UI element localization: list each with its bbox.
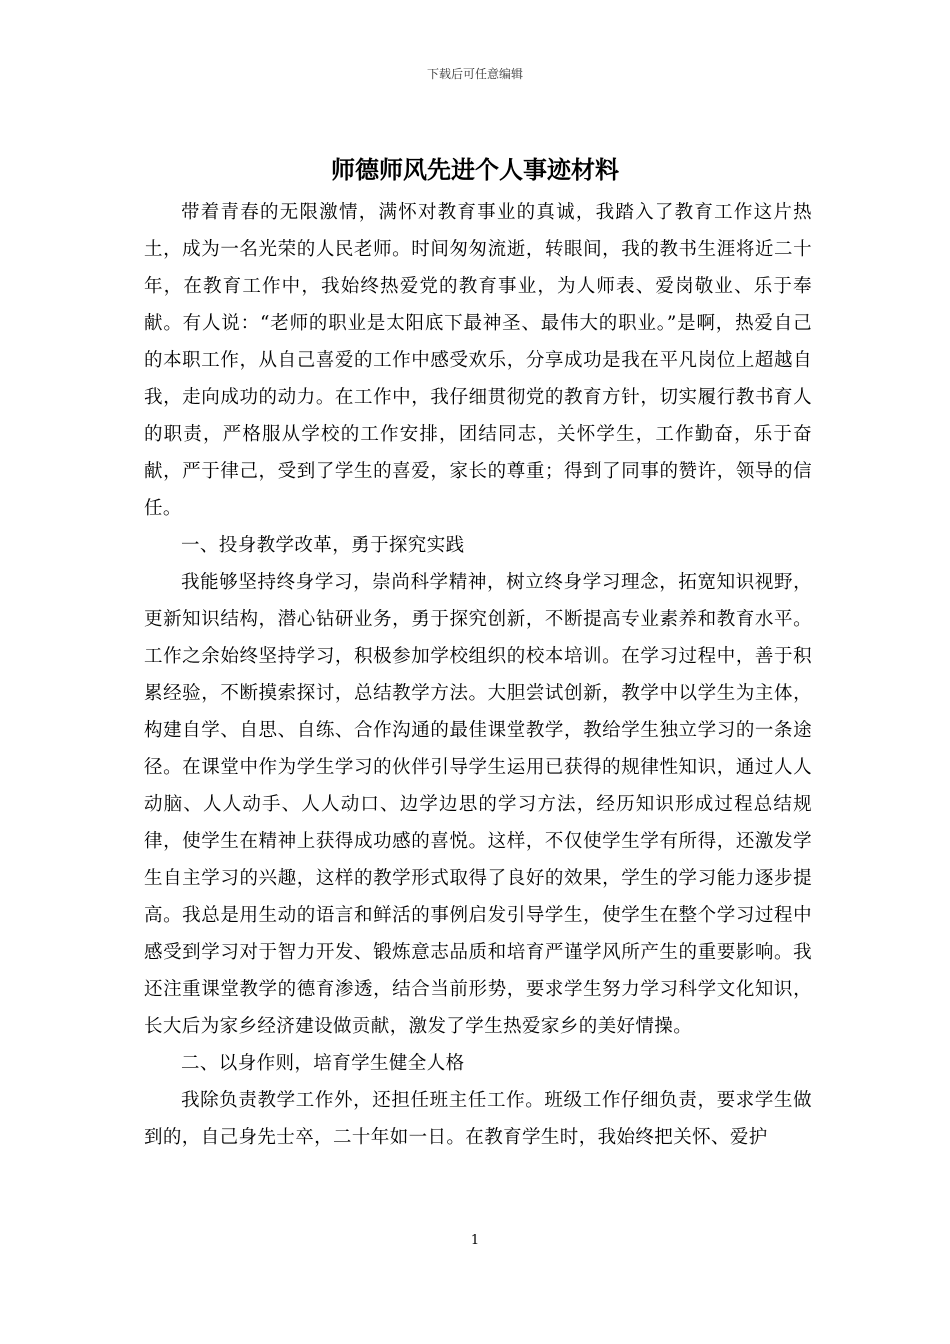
page-number: 1 bbox=[470, 1233, 480, 1248]
section-paragraph-1: 我能够坚持终身学习，崇尚科学精神，树立终身学习理念，拓宽知识视野，更新知识结构，潜心钻研业务，勇于探究创新，不断提高专业素养和教育水平。工作之余始终坚持学习，积极参加学校组织的校本培训。在学习过程中，善于积累经验，不断摸索探讨，总结教学方法。大胆尝试创新，教学中以学生为主体，构建自学、自思、自练、合作沟通的最佳课堂教学，教给学生独立学习的一条途径。在课堂中作为学生学习的伙伴引导学生运用已获得的规律性知识，通过人人动脑、人人动手、人人动口、边学边思的学习方法，经历知识形成过程总结规律，使学生在精神上获得成功感的喜悦。这样，不仅使学生学有所得，还激发学生自主学习的兴趣，这样的教学形式取得了良好的效果，学生的学习能力逐步提高。我总是用生动的语言和鲜活的事例启发引导学生，使学生在整个学习过程中感受到学习对于智力开发、锻炼意志品质和培育严谨学风所产生的重要影响。我还注重课堂教学的德育渗透，结合当前形势，要求学生努力学习科学文化知识，长大后为家乡经济建设做贡献，激发了学生热爱家乡的美好情操。 bbox=[144, 572, 812, 1037]
header-note: 下载后可任意编辑 bbox=[426, 67, 523, 81]
document-body bbox=[144, 194, 812, 1156]
intro-paragraph: 带着青春的无限激情，满怀对教育事业的真诚，我踏入了教育工作这片热土，成为一名光荣的人民老师。时间匆匆流逝，转眼间，我的教书生涯将近二十年，在教育工作中，我始终热爱党的教育事业，为人师表、爱岗敬业、乐于奉献。有人说：“老师的职业是太阳底下最神圣、最伟大的职业。”是啊，热爱自己的本职工作，从自己喜爱的工作中感受欢乐，分享成功是我在平凡岗位上超越自我，走向成功的动力。在工作中，我仔细贯彻党的教育方针，切实履行教书育人的职责，严格服从学校的工作安排，团结同志，关怀学生，工作勤奋，乐于奋献，严于律己，受到了学生的喜爱，家长的尊重；得到了同事的赞许，领导的信任。 bbox=[144, 202, 812, 519]
section-heading-1: 一、投身教学改革，勇于探究实践 bbox=[181, 535, 465, 556]
document-title: 师德师风先进个人事迹材料 bbox=[331, 155, 619, 184]
section-heading-2: 二、以身作则，培育学生健全人格 bbox=[181, 1053, 465, 1074]
section-paragraph-2: 我除负责教学工作外，还担任班主任工作。班级工作仔细负责，要求学生做到的，自己身先士卒，二十年如一日。在教育学生时，我始终把关怀、爱护 bbox=[144, 1090, 812, 1148]
